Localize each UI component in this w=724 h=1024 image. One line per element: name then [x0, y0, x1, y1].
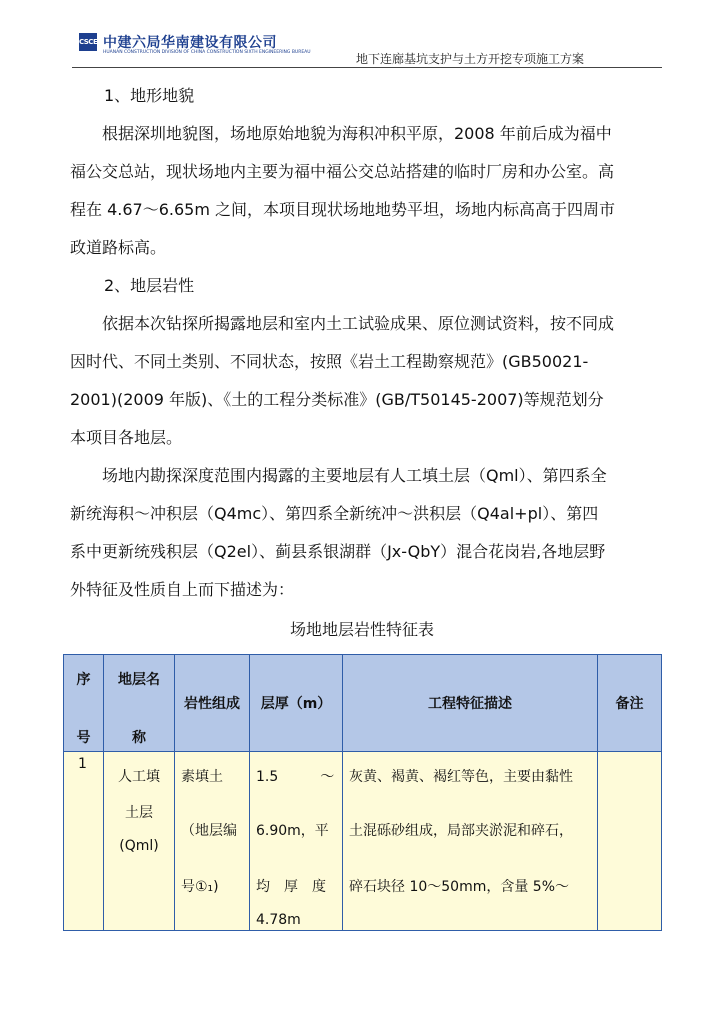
cell-name-line: 土层 — [125, 805, 153, 821]
header-rock: 岩性组成 — [175, 655, 250, 752]
cell-rock-line: 号①₁) — [181, 879, 219, 895]
header-remark: 备注 — [598, 655, 662, 752]
page-header — [0, 0, 724, 72]
header-name — [104, 655, 175, 752]
paragraph-line: 外特征及性质自上而下描述为： — [70, 580, 295, 599]
paragraph-line: 因时代、不同土类别、不同状态，按照《岩土工程勘察规范》(GB50021- — [70, 352, 589, 371]
paragraph-line: 场地内勘探深度范围内揭露的主要地层有人工填土层（Qml）、第四系全 — [70, 466, 607, 485]
section-heading-terrain: 1、地形地貌 — [104, 86, 195, 105]
paragraph-line: 根据深圳地貌图，场地原始地貌为海积冲积平原，2008 年前后成为福中 — [70, 124, 612, 143]
paragraph-line: 2001)(2009 年版)、《土的工程分类标准》(GB/T50145-2007)等规范划分 — [70, 390, 604, 409]
paragraph-line: 新统海积～冲积层（Q4mc）、第四系全新统冲～洪积层（Q4al+pl）、第四 — [70, 504, 599, 523]
paragraph-line: 依据本次钻探所揭露地层和室内土工试验成果、原位测试资料，按不同成 — [70, 314, 615, 333]
cell-rock-line: （地层编 — [181, 823, 237, 839]
company-name: 中建六局华南建设有限公司 — [103, 35, 277, 51]
cell-name-line: (Qml) — [119, 838, 159, 854]
cell-rock — [175, 752, 250, 931]
cell-seq-value: 1 — [78, 756, 87, 772]
cell-description-line: 碎石块径 10～50mm，含量 5%～ — [349, 879, 570, 895]
cell-description-line: 土混砾砂组成，局部夹淤泥和碎石， — [349, 823, 573, 839]
cell-remark — [598, 752, 662, 931]
stratum-table — [63, 654, 662, 931]
header-divider — [72, 67, 662, 68]
paragraph-line: 程在 4.67～6.65m 之间，本项目现状场地地势平坦，场地内标高高于四周市 — [70, 200, 616, 219]
table-caption: 场地地层岩性特征表 — [289, 620, 434, 639]
header-seq-bottom: 号 — [76, 730, 91, 746]
cell-rock-line: 素填土 — [181, 769, 223, 785]
cell-thickness-line: 均 厚 度 — [256, 879, 326, 895]
table-row — [64, 752, 662, 931]
header-seq — [64, 655, 104, 752]
cell-thickness-line: 1.5 ～ — [256, 769, 335, 785]
cell-seq — [64, 752, 104, 931]
header-thickness: 层厚（m） — [250, 655, 343, 752]
paragraph-line: 福公交总站，现状场地内主要为福中福公交总站搭建的临时厂房和办公室。高 — [70, 162, 615, 181]
company-english-name: HUANAN CONSTRUCTION DIVISION OF CHINA CONSTRUCTION SIXTH ENGINEERING BUREAU — [103, 50, 311, 55]
table-header-row — [64, 655, 662, 752]
cell-description-line: 灰黄、褐黄、褐红等色，主要由黏性 — [349, 769, 573, 785]
document-title: 地下连廊基坑支护与土方开挖专项施工方案 — [355, 52, 584, 66]
paragraph-line: 系中更新统残积层（Q2el）、蓟县系银湖群（Jx-QbY）混合花岗岩,各地层野 — [70, 542, 606, 561]
cell-name-line: 人工填 — [118, 769, 160, 785]
paragraph-line: 政道路标高。 — [70, 238, 167, 257]
cell-name — [104, 752, 175, 931]
cell-description — [343, 752, 598, 931]
header-name-bottom: 称 — [132, 730, 146, 746]
header-seq-top: 序 — [76, 672, 91, 688]
section-heading-lithology: 2、地层岩性 — [104, 276, 195, 295]
company-logo: CSCEC — [79, 33, 97, 51]
cell-thickness-line: 4.78m — [256, 912, 301, 928]
cell-thickness — [250, 752, 343, 931]
header-name-top: 地层名 — [118, 672, 160, 688]
cell-thickness-line: 6.90m，平 — [256, 823, 329, 839]
header-description: 工程特征描述 — [343, 655, 598, 752]
paragraph-line: 本项目各地层。 — [70, 428, 183, 447]
